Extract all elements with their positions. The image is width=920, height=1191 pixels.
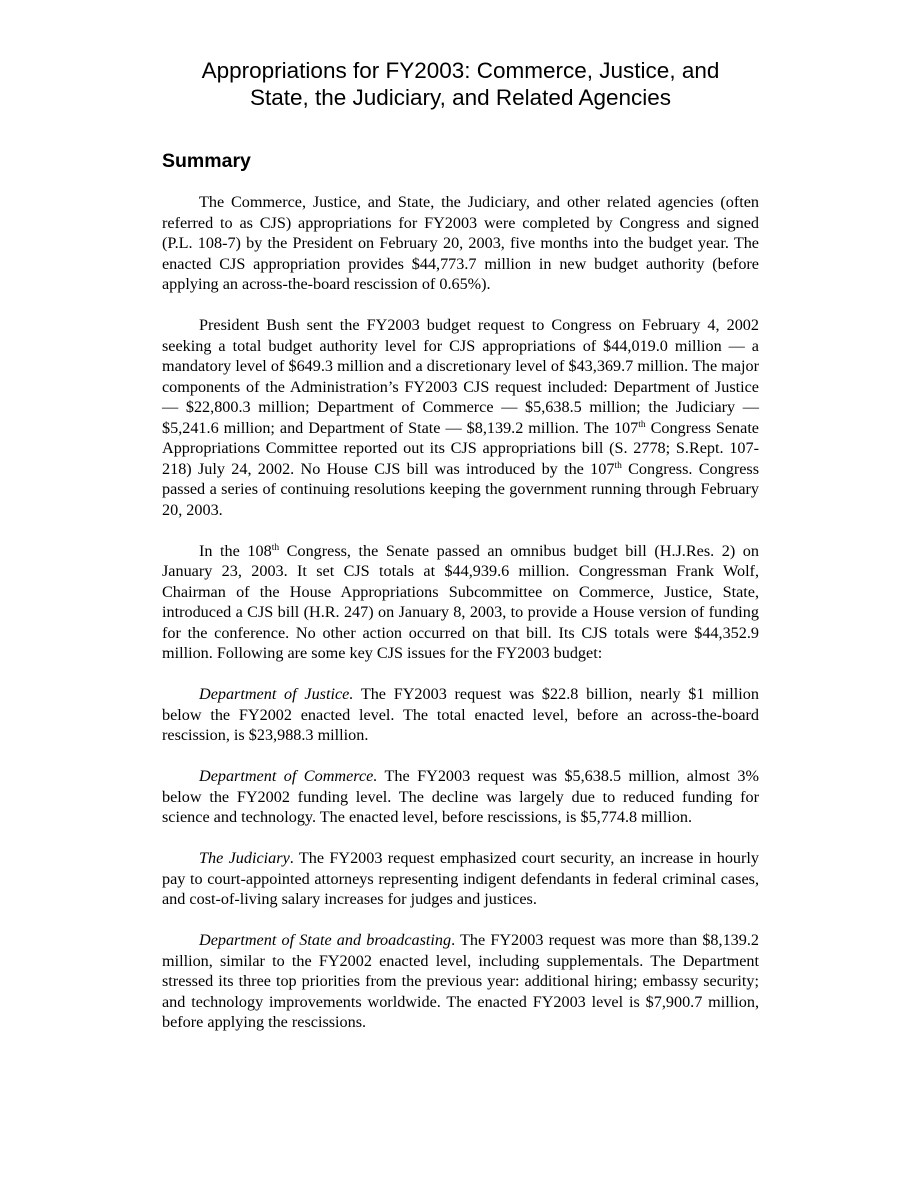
superscript: th: [638, 419, 646, 430]
paragraph-text-part: Congress. Congress passed a series of continuing resolutions keeping the government running through February 20, 2003.: [162, 459, 759, 519]
paragraph-text-part: In the 108: [199, 541, 272, 560]
paragraph-text: The FY2003 request was $22.8 billion, nearly $1 million below the FY2002 enacted level. The total enacted level, before an across-the-board rescission, is $23,988.3 million.: [162, 685, 759, 744]
title-line-2: State, the Judiciary, and Related Agencies: [249, 85, 672, 110]
paragraph-lead: Department of Justice.: [199, 685, 354, 703]
paragraph-text: . The FY2003 request emphasized court security, an increase in hourly pay to court-appointed attorneys representing indigent defendants in federal criminal cases, and cost-of-living salary increases for judges and justices.: [162, 849, 759, 908]
section-heading-summary: Summary: [162, 150, 251, 172]
document-page: [162, 0, 759, 1033]
paragraph-budget-request: [162, 315, 759, 520]
paragraph-commerce: [162, 766, 759, 828]
paragraph-108th-congress: [162, 541, 759, 664]
paragraph-state: [162, 930, 759, 1033]
paragraph-overview: [162, 192, 759, 295]
paragraph-lead: Department of Commerce.: [199, 767, 378, 785]
document-title: [162, 57, 759, 111]
paragraph-text: The FY2003 request was $5,638.5 million, almost 3% below the FY2002 funding level. The decline was largely due to reduced funding for science and technology. The enacted level, before rescissions, is $5,774.8 million.: [162, 767, 759, 826]
paragraph-text-part: President Bush sent the FY2003 budget request to Congress on February 4, 2002 seeking a total budget authority level for CJS appropriations of $44,019.0 million — a mandatory level of $649.3 million and a discretionary level of $43,369.7 million. The major components of the Administration’s FY2003 CJS request included: Department of Justice — $22,800.3 million; Department of Commerce — $5,638.5 million; the Judiciary — $5,241.6 million; and Department of State — $8,139.2 million. The 107: [162, 316, 759, 437]
paragraph-text-part: Congress Senate Appropriations Committee reported out its CJS appropriations bill (S. 2778; S.Rept. 107-218) July 24, 2002. No House CJS bill was introduced by the 107: [162, 418, 759, 478]
paragraph-text-part: Congress, the Senate passed an omnibus budget bill (H.J.Res. 2) on January 23, 2003. It set CJS totals at $44,939.6 million. Congressman Frank Wolf, Chairman of the House Appropriations Subcommittee on Commerce, Justice, State, introduced a CJS bill (H.R. 247) on January 8, 2003, to provide a House version of funding for the conference. No other action occurred on that bill. Its CJS totals were $44,352.9 million. Following are some key CJS issues for the FY2003 budget:: [162, 541, 759, 662]
superscript: th: [614, 460, 622, 471]
paragraph-justice: [162, 684, 759, 746]
superscript: th: [271, 542, 280, 553]
paragraph-lead: The Judiciary: [199, 849, 290, 867]
paragraph-judiciary: [162, 848, 759, 910]
paragraph-text: The Commerce, Justice, and State, the Judiciary, and other related agencies (often referred to as CJS) appropriations for FY2003 were completed by Congress and signed (P.L. 108-7) by the President on February 20, 2003, five months into the budget year. The enacted CJS appropriation provides $44,773.7 million in new budget authority (before applying an across-the-board rescission of 0.65%).: [162, 193, 759, 293]
paragraph-lead: Department of State and broadcasting: [199, 931, 452, 949]
title-line-1: Appropriations for FY2003: Commerce, Justice, and: [201, 58, 720, 83]
paragraph-text: . The FY2003 request was more than $8,139.2 million, similar to the FY2002 enacted level, including supplementals. The Department stressed its three top priorities from the previous year: additional hiring; embassy security; and technology improvements worldwide. The enacted FY2003 level is $7,900.7 million, before applying the rescissions.: [162, 931, 759, 1031]
